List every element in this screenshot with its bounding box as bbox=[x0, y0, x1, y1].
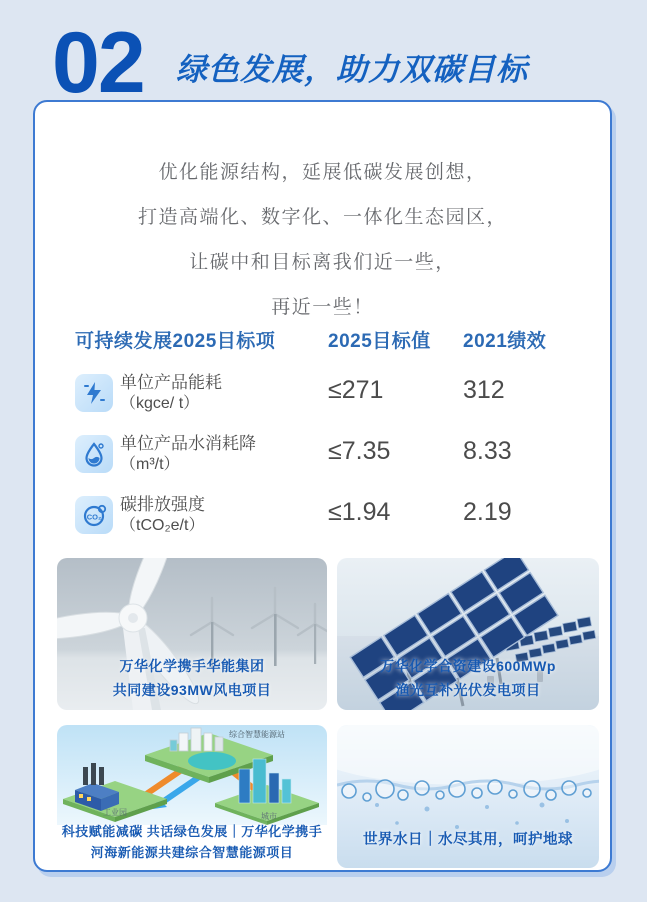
column-header-performance: 2021绩效 bbox=[463, 331, 547, 352]
smart-energy-photo bbox=[57, 725, 327, 868]
photo-caption bbox=[57, 654, 327, 702]
goal-label: 单位产品能耗 bbox=[120, 373, 222, 392]
solar-photo bbox=[337, 558, 599, 710]
photo-caption bbox=[337, 828, 599, 852]
svg-text:CO₂: CO₂ bbox=[86, 512, 101, 521]
goal-unit: （kgce/ t） bbox=[120, 395, 200, 412]
water-drop-icon bbox=[75, 435, 113, 473]
goal-label-block bbox=[120, 494, 328, 536]
goal-label-block bbox=[120, 433, 328, 475]
lightning-icon bbox=[75, 374, 113, 412]
caption-line: 万华化学合资建设600MWp bbox=[380, 658, 556, 674]
goal-unit: （tCO₂e/t） bbox=[120, 517, 205, 534]
goal-label: 单位产品水消耗降 bbox=[120, 434, 256, 453]
goal-target-value: ≤1.94 bbox=[328, 498, 391, 526]
smart-energy-diagram-illustration bbox=[57, 725, 327, 825]
goal-target-value: ≤7.35 bbox=[328, 437, 391, 465]
table-row-water bbox=[75, 433, 580, 475]
goal-label: 碳排放强度 bbox=[120, 495, 205, 514]
goal-actual-value: 8.33 bbox=[463, 437, 512, 465]
goals-table-header bbox=[75, 326, 580, 353]
page-title: 绿色发展，助力双碳目标 bbox=[176, 52, 528, 87]
caption-line: 科技赋能减碳 共话绿色发展｜万华化学携手 bbox=[61, 824, 323, 839]
caption-line: 渔光互补光伏发电项目 bbox=[395, 682, 541, 698]
goal-target-value: ≤271 bbox=[328, 376, 384, 404]
photo-caption bbox=[337, 654, 599, 702]
section-number: 02 bbox=[52, 15, 144, 111]
diagram-label-city: 城市 bbox=[261, 812, 277, 821]
caption-line: 共同建设93MW风电项目 bbox=[112, 682, 272, 698]
photo-caption bbox=[57, 821, 327, 863]
caption-line: 世界水日｜水尽其用，呵护地球 bbox=[363, 832, 573, 848]
water-photo bbox=[337, 725, 599, 868]
goals-table bbox=[75, 326, 580, 536]
wind-photo bbox=[57, 558, 327, 710]
content-card bbox=[33, 100, 612, 872]
goal-actual-value: 2.19 bbox=[463, 498, 512, 526]
goal-label-block bbox=[120, 372, 328, 414]
column-header-target: 2025目标值 bbox=[328, 331, 431, 352]
diagram-label-industrial: 工业园 bbox=[103, 808, 127, 817]
goal-unit: （m³/t） bbox=[120, 456, 180, 473]
co2-icon bbox=[75, 496, 113, 534]
diagram-label-station: 综合智慧能源站 bbox=[229, 730, 285, 739]
column-header-item: 可持续发展2025目标项 bbox=[75, 331, 276, 352]
caption-line: 河海新能源共建综合智慧能源项目 bbox=[90, 845, 294, 860]
intro-line: 优化能源结构，延展低碳发展创想， bbox=[158, 162, 487, 183]
caption-line: 万华化学携手华能集团 bbox=[119, 658, 265, 674]
intro-line: 让碳中和目标离我们近一些， bbox=[189, 252, 456, 273]
intro-paragraph bbox=[35, 150, 610, 330]
table-row-energy bbox=[75, 372, 580, 414]
intro-line: 打造高端化、数字化、一体化生态园区， bbox=[137, 207, 507, 228]
project-gallery bbox=[57, 558, 599, 868]
intro-line: 再近一些！ bbox=[271, 297, 374, 318]
goal-actual-value: 312 bbox=[463, 376, 505, 404]
table-row-carbon bbox=[75, 494, 580, 536]
